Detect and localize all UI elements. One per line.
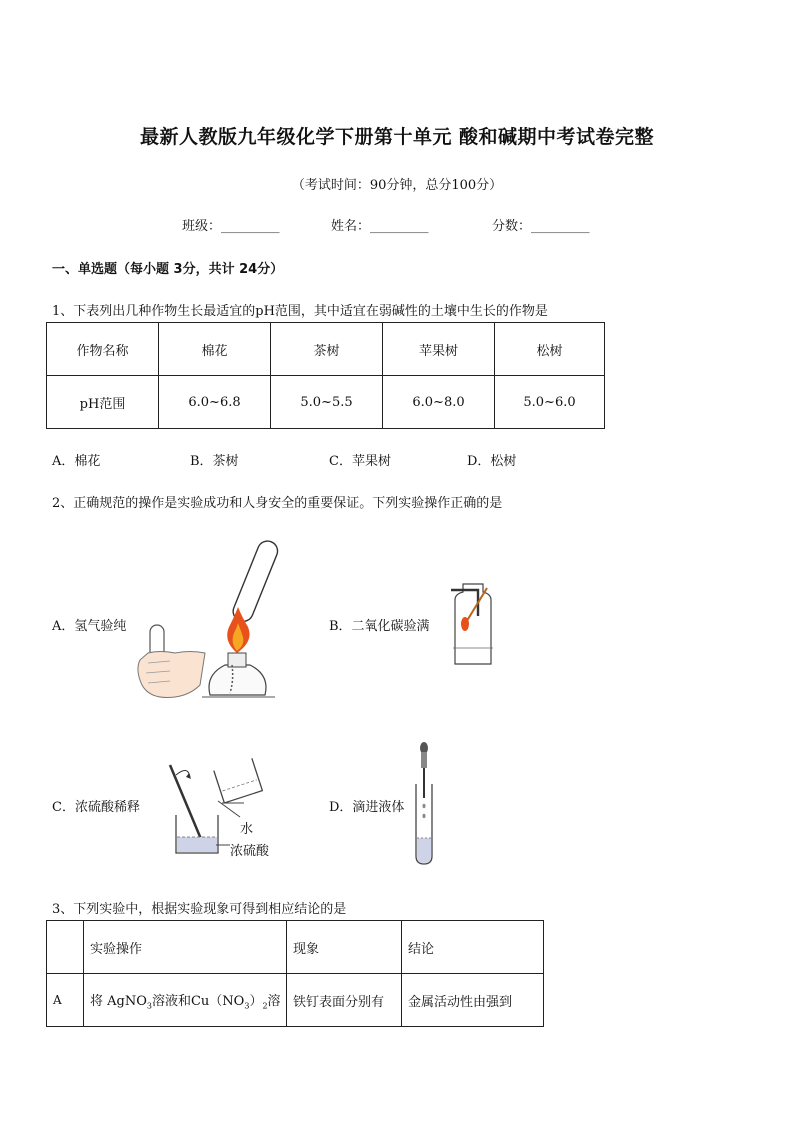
water-label: 水 <box>240 822 254 837</box>
table-cell: 茶树 <box>271 323 383 376</box>
section-heading: 一、单选题（每小题 3分，共计 24分） <box>52 262 284 277</box>
operation-text: ） <box>249 993 263 1009</box>
option-d[interactable]: D．松树 <box>467 454 517 469</box>
table-cell <box>84 974 287 1027</box>
dropper-illustration <box>408 740 444 870</box>
class-field: 班级：_________ <box>182 219 280 234</box>
question-1-stem: 1、下表列出几种作物生长最适宜的pH范围，其中适宜在弱碱性的土壤中生长的作物是 <box>52 304 548 319</box>
exam-info: （考试时间：90分钟，总分100分） <box>291 178 503 193</box>
table-row <box>47 376 605 429</box>
table-cell: 铁钉表面分别有 <box>287 974 402 1027</box>
table-cell: 苹果树 <box>383 323 495 376</box>
page-title: 最新人教版九年级化学下册第十单元 酸和碱期中考试卷完整 <box>139 126 655 148</box>
table-row <box>47 974 544 1027</box>
table-cell: 松树 <box>495 323 605 376</box>
table-cell: 实验操作 <box>84 921 287 974</box>
table-row <box>47 323 605 376</box>
table-cell: 作物名称 <box>47 323 159 376</box>
ph-table <box>46 322 605 429</box>
option-b[interactable]: B．茶树 <box>190 454 239 469</box>
question-2-stem: 2、正确规范的操作是实验成功和人身安全的重要保证。下列实验操作正确的是 <box>52 496 503 511</box>
co2-test-illustration <box>443 580 503 670</box>
option-d[interactable]: D．滴进液体 <box>329 800 405 815</box>
table-cell: 6.0~8.0 <box>383 376 495 429</box>
table-cell: pH范围 <box>47 376 159 429</box>
table-cell: A <box>47 974 84 1027</box>
question-3-stem: 3、下列实验中，根据实验现象可得到相应结论的是 <box>52 902 347 917</box>
table-cell: 5.0~5.5 <box>271 376 383 429</box>
table-cell: 6.0~6.8 <box>159 376 271 429</box>
table-cell: 金属活动性由强到 <box>402 974 544 1027</box>
experiment-table <box>46 920 544 1027</box>
table-cell: 结论 <box>402 921 544 974</box>
subscript: 3 <box>146 1001 152 1011</box>
acid-label: 浓硫酸 <box>230 844 270 859</box>
operation-text: 溶液和Cu（NO <box>151 993 245 1009</box>
operation-text: 将 AgNO <box>90 993 147 1009</box>
subscript: 2 <box>262 1001 268 1011</box>
name-field: 姓名：_________ <box>331 219 429 234</box>
table-cell: 现象 <box>287 921 402 974</box>
table-cell <box>47 921 84 974</box>
option-c[interactable]: C．苹果树 <box>329 454 391 469</box>
option-c[interactable]: C．浓硫酸稀释 <box>52 800 140 815</box>
option-a[interactable]: A．棉花 <box>52 454 101 469</box>
subscript: 3 <box>244 1001 250 1011</box>
table-row <box>47 921 544 974</box>
table-cell: 5.0~6.0 <box>495 376 605 429</box>
hydrogen-test-illustration <box>130 535 280 705</box>
option-a[interactable]: A．氢气验纯 <box>52 619 127 634</box>
operation-text: 溶 <box>267 993 281 1009</box>
table-cell: 棉花 <box>159 323 271 376</box>
option-b[interactable]: B．二氧化碳验满 <box>329 619 430 634</box>
score-field: 分数：_________ <box>492 219 590 234</box>
